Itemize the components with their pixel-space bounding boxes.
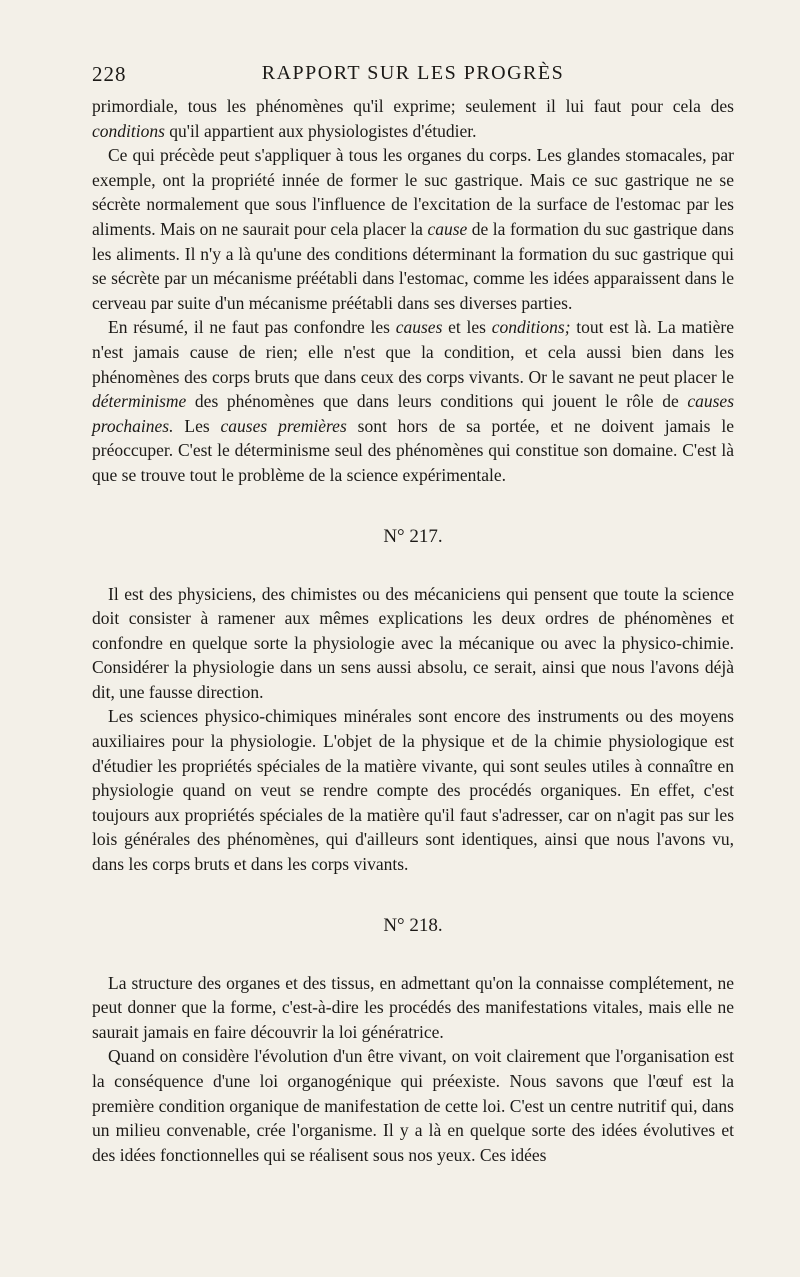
text-run: sont hors de sa portée, et ne doivent jamais le préoccuper. C'est le déterminisme seul des phénomènes qui constitue son domaine. C'est là que se trouve tout le problème de la science expérimentale.	[92, 415, 734, 485]
text-run: qu'il appartient aux physiologistes d'étudier.	[164, 120, 477, 141]
text-run: de la formation du suc gastrique dans les aliments. Il n'y a là qu'une des conditions déterminant la formation du suc gastrique qui se sécrète par un mécanisme préétabli dans l'estomac, comme les idées apparaissent dans le cerveau par suite d'un mécanisme préétabli dans ses diverses parties.	[92, 218, 734, 313]
paragraph	[92, 143, 734, 315]
italic-text: cause	[427, 218, 468, 239]
italic-text: causes prochaines.	[92, 391, 734, 436]
paragraph	[92, 94, 734, 143]
section-number: N° 218.	[383, 914, 443, 936]
text-run: et les	[442, 317, 492, 338]
italic-text: déterminisme	[92, 391, 187, 412]
text-run: Il est des physiciens, des chimistes ou des mécaniciens qui pensent que toute la science doit consister à ramener aux mêmes explications les deux ordres de phénomènes et confondre en quelque sorte la physiologie avec la mécanique ou avec la physico-chimie. Considérer la physiologie dans un sens aussi absolu, ce serait, ainsi que nous l'avons déjà dit, une fausse direction.	[92, 583, 734, 702]
italic-text: causes premières	[220, 415, 347, 436]
paragraph	[92, 971, 734, 1045]
text-run: Les	[173, 415, 221, 436]
page-header	[92, 62, 734, 90]
text-run: Les sciences physico-chimiques minérales sont encore des instruments ou des moyens auxiliaires pour la physiologie. L'objet de la physique et de la chimie physiologique est d'étudier les propriétés spéciales de la matière vivante, qui sont seules utiles à connaître en physiologie quand on veut se rendre compte des procédés organiques. En effet, c'est toujours aux propriétés spéciales de la matière qu'il faut s'adresser, car on n'agit pas sur les lois générales des phénomènes, qui d'ailleurs sont identiques, ainsi que nous l'avons vu, dans les corps bruts et dans les corps vivants.	[92, 706, 734, 875]
text-run: primordiale, tous les phénomènes qu'il exprime; seulement il lui faut pour cela des	[92, 96, 734, 116]
text-run: Quand on considère l'évolution d'un être vivant, on voit clairement que l'organisation est la conséquence d'une loi organogénique qui préexiste. Nous savons que l'œuf est la première condition organique de manifestation de cette loi. C'est un centre nutritif qui, dans un milieu convenable, crée l'organisme. Il y a là en quelque sorte des idées évolutives et des idées fonctionnelles qui se réalisent sous nos yeux. Ces idées	[92, 1046, 734, 1165]
italic-text: conditions	[92, 120, 165, 141]
running-title: RAPPORT SUR LES PROGRÈS	[261, 62, 565, 84]
text-run: des phénomènes que dans leurs conditions qui jouent le rôle de	[186, 391, 688, 412]
paragraph	[92, 704, 734, 876]
text-run: La structure des organes et des tissus, en admettant qu'on la connaisse complétement, ne peut donner que la forme, c'est-à-dire les procédés des manifestations vitales, mais elle ne saurait jamais en faire découvrir la loi génératrice.	[92, 972, 734, 1042]
italic-text: causes	[395, 317, 443, 338]
paragraph	[92, 315, 734, 487]
text-run: En résumé, il ne faut pas confondre les	[108, 317, 396, 338]
paragraph	[92, 582, 734, 705]
italic-text: conditions;	[491, 317, 571, 338]
section-number: N° 217.	[383, 525, 443, 547]
body-text	[92, 94, 734, 1167]
text-run: tout est là. La matière n'est jamais cause de rien; elle n'est que la condition, et cela aussi bien dans les phénomènes des corps bruts que dans ceux des corps vivants. Or le savant ne peut placer le	[92, 317, 734, 387]
text-run: Ce qui précède peut s'appliquer à tous les organes du corps. Les glandes stomacales, par exemple, ont la propriété innée de former le suc gastrique. Mais ce suc gastrique ne se sécrète normalement que sous l'influence de l'excitation de la surface de l'estomac par les aliments. Mais on ne saurait pour cela placer la	[92, 145, 734, 239]
page-number: 228	[92, 62, 127, 86]
paragraph	[92, 1044, 734, 1167]
